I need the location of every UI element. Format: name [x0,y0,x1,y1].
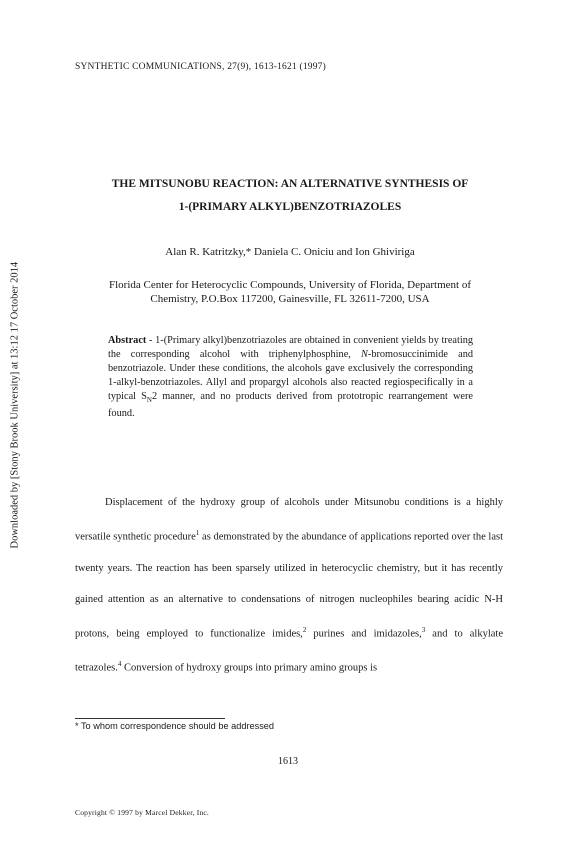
abstract-label: Abstract [108,335,147,346]
ref-3: 3 [421,625,426,634]
affiliation [70,278,510,306]
abstract [108,334,473,421]
journal-citation: SYNTHETIC COMMUNICATIONS, 27(9), 1613-1621 (1997) [75,62,326,72]
footnote-rule [75,718,225,719]
affiliation-line-1: Florida Center for Heterocyclic Compounds, University of Florida, Department of [109,279,471,291]
body-text [75,487,503,684]
body-text-3: purines and imidazoles, [306,628,422,639]
paper-title [70,173,510,219]
body-text-5: Conversion of hydroxy groups into primary amino groups is [121,662,378,674]
body-text-2: as demonstrated by the abundance of applications reported over the last twenty years. The reaction has been sparsely utilized in heterocyclic chemistry, but it has recently gained attention as an alternative to condensations of nitrogen nucleophiles bearing acidic N-H protons, being employed to functionalize imides, [75,531,504,639]
abstract-subscript-n: N [146,396,152,405]
download-watermark: Downloaded by [Stony Brook University] at 13:12 17 October 2014 [9,261,21,549]
affiliation-line-2: Chemistry, P.O.Box 117200, Gainesville, FL 32611-7200, USA [150,293,430,305]
abstract-text-3: 2 manner, and no products derived from prototropic rearrangement were found. [108,391,473,420]
authors: Alan R. Katritzky,* Daniela C. Oniciu and Ion Ghiviriga [165,246,415,258]
abstract-text-2: -bromosuccinimide and benzotriazole. Under these conditions, the alcohols gave exclusively the corresponding 1-alkyl-benzotriazoles. Allyl and propargyl alcohols also reacted regiospecifically in a typical S [108,349,473,402]
page-number: 1613 [278,756,298,767]
title-line-1: THE MITSUNOBU REACTION: AN ALTERNATIVE SYNTHESIS OF [111,178,469,190]
copyright: Copyright © 1997 by Marcel Dekker, Inc. [75,808,209,817]
body-text-1: Displacement of the hydroxy group of alcohols under Mitsunobu conditions is a highly versatile synthetic procedure [75,497,503,543]
abstract-text-1: - 1-(Primary alkyl)benzotriazoles are obtained in convenient yields by treating the corresponding alcohol with triphenylphosphine, [108,335,473,360]
body-paragraph [75,487,503,684]
body-text-4: and to alkylate tetrazoles. [75,628,503,674]
ref-1: 1 [195,529,200,537]
ref-2: 2 [302,625,307,634]
ref-4: 4 [117,660,122,668]
footnote: * To whom correspondence should be addressed [75,721,275,731]
abstract-italic-n: N [361,349,368,360]
title-line-2: 1-(PRIMARY ALKYL)BENZOTRIAZOLES [178,201,402,213]
